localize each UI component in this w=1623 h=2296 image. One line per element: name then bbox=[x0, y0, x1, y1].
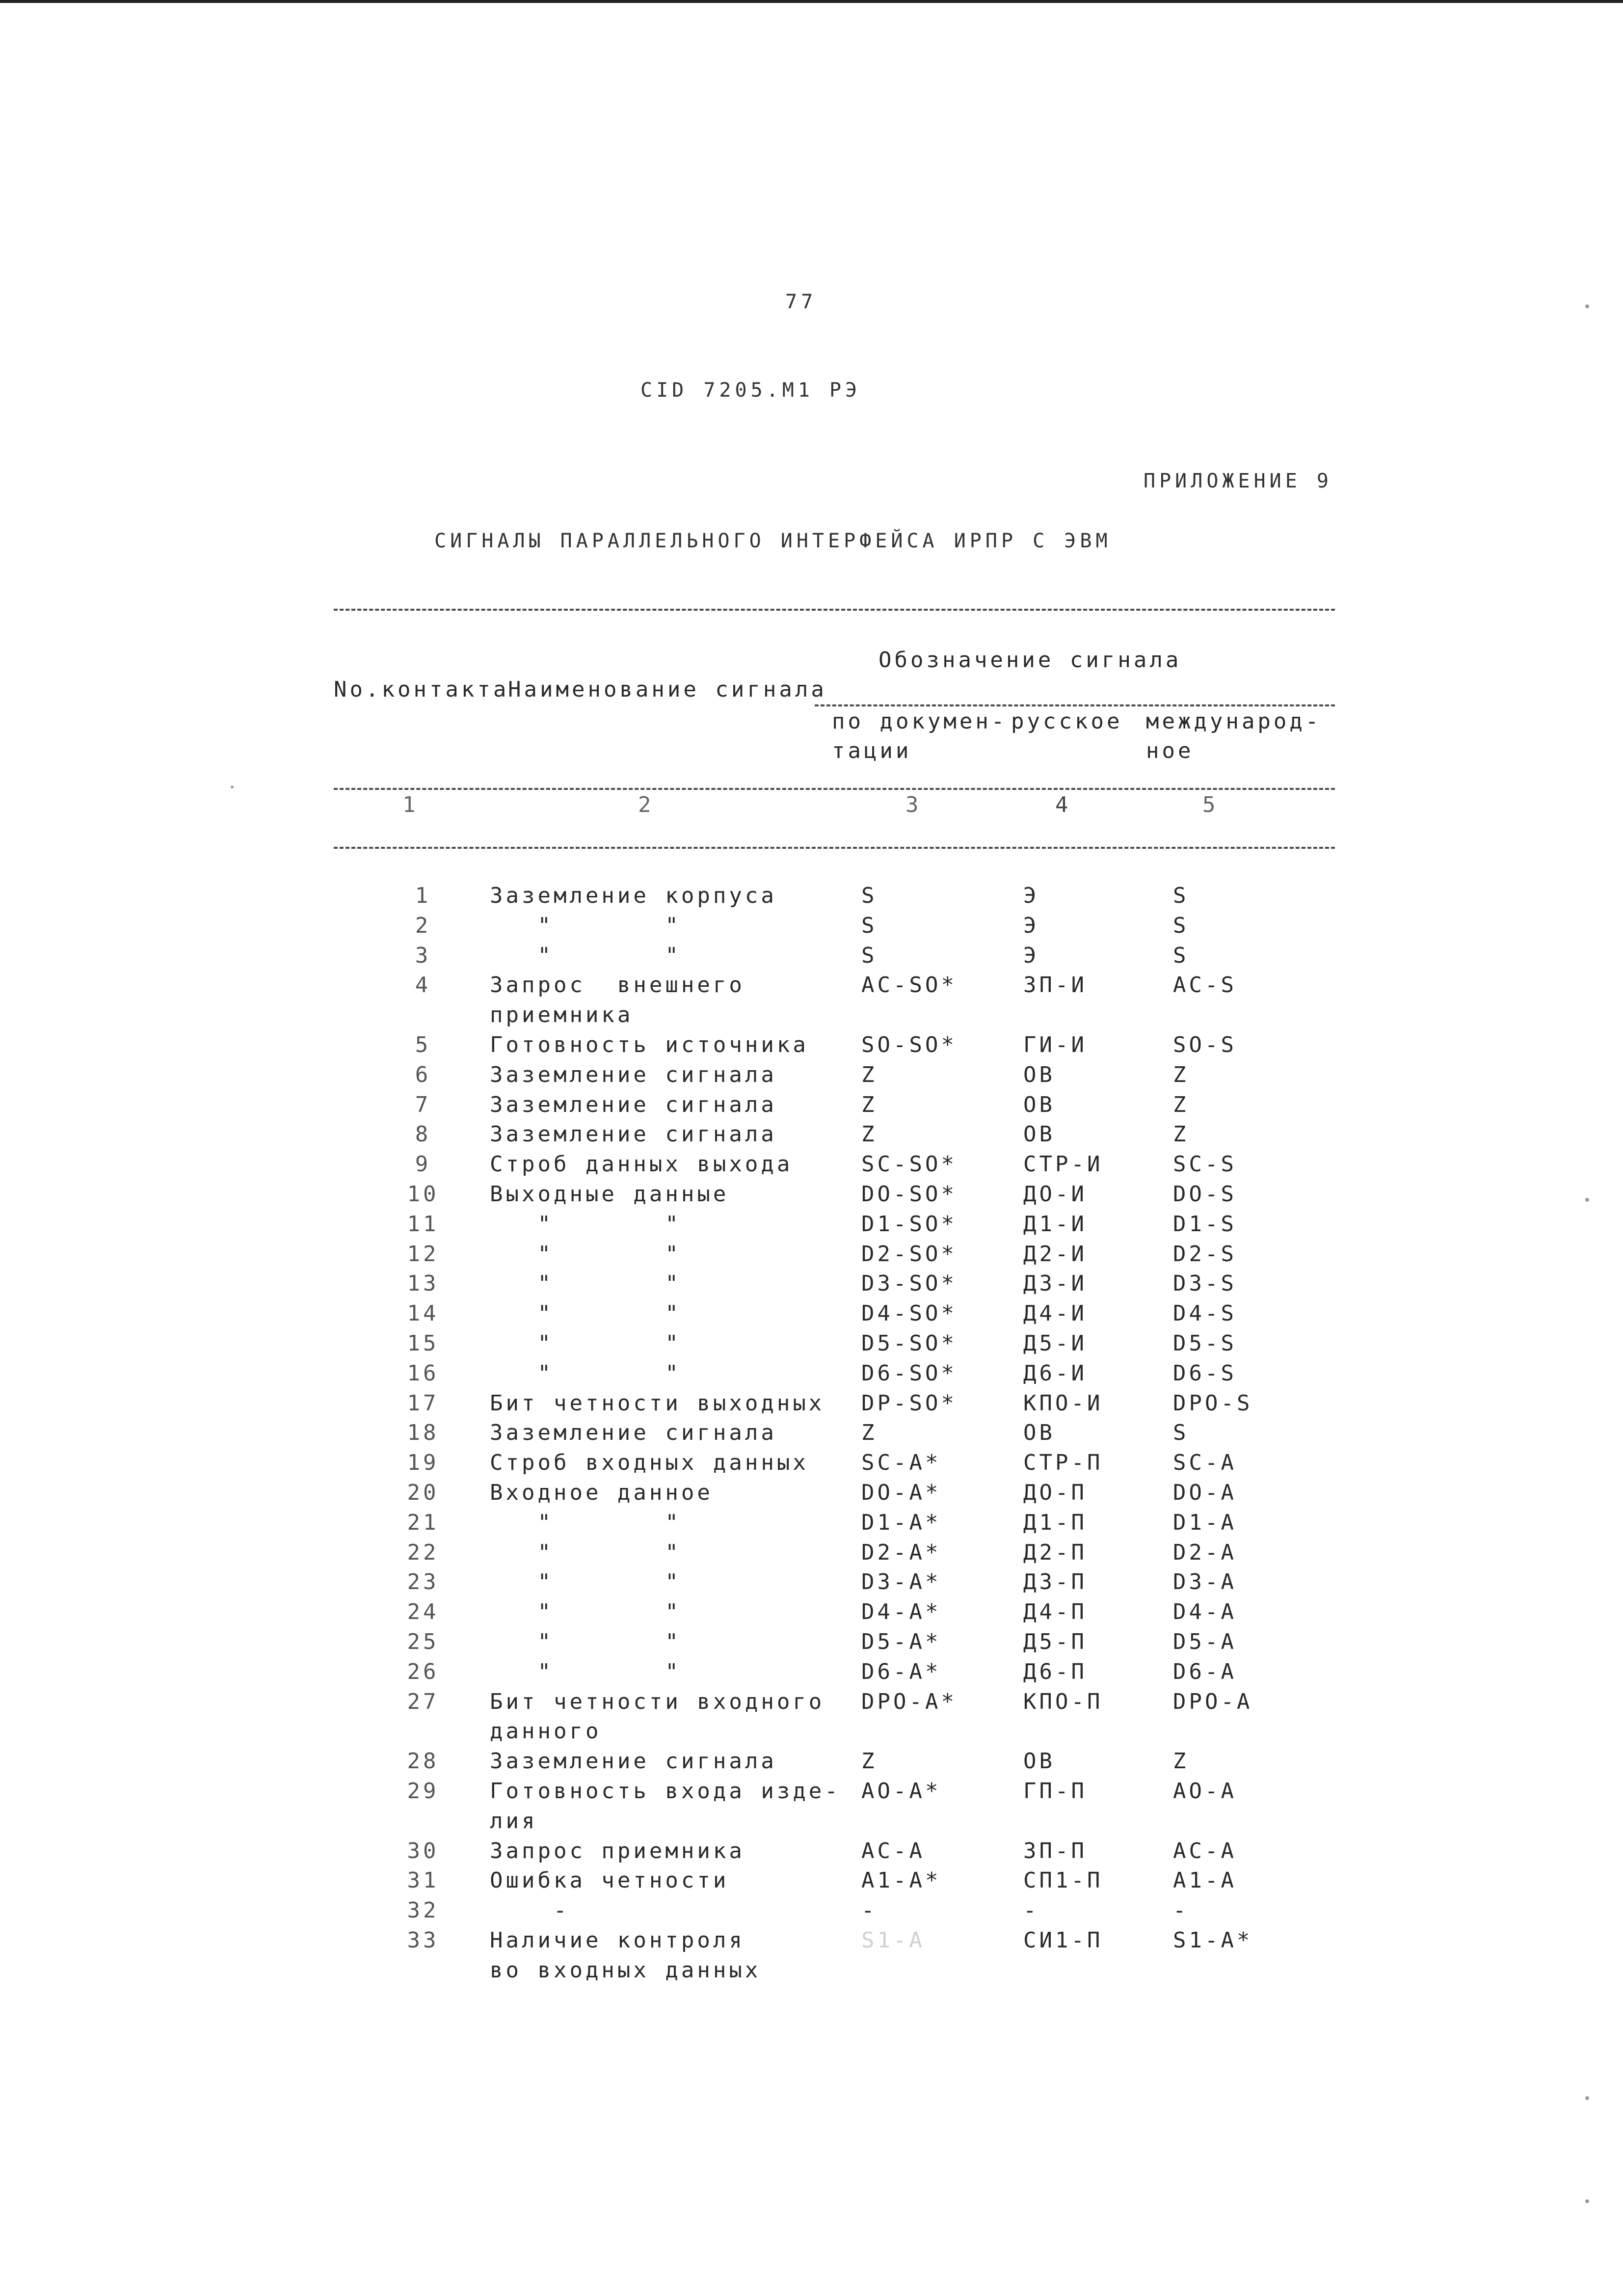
designation-subrule bbox=[815, 704, 1335, 706]
column-numbers-rule bbox=[334, 847, 1335, 849]
row-international-designation: D2-S bbox=[1173, 1241, 1237, 1267]
row-international-designation: S1-A* bbox=[1173, 1928, 1253, 1953]
row-international-designation: Z bbox=[1173, 1749, 1189, 1774]
row-contact-number: 3 bbox=[415, 943, 431, 968]
row-signal-name: Строб данных выхода bbox=[490, 1152, 793, 1177]
row-signal-name: Выходные данные bbox=[490, 1182, 729, 1207]
row-contact-number: 24 bbox=[407, 1599, 439, 1625]
row-signal-name: " " bbox=[490, 943, 681, 968]
row-signal-name: Ошибка четности bbox=[490, 1868, 729, 1893]
document-title: СИГНАЛЫ ПАРАЛЛЕЛЬНОГО ИНТЕРФЕЙСА ИРПР С ЭВМ bbox=[434, 530, 1112, 552]
row-signal-name: Наличие контроля bbox=[490, 1928, 745, 1953]
row-international-designation: D4-S bbox=[1173, 1301, 1237, 1326]
row-contact-number: 6 bbox=[415, 1062, 431, 1087]
row-russian-designation: Д4-И bbox=[1023, 1301, 1087, 1326]
row-russian-designation: Э bbox=[1023, 943, 1039, 968]
row-russian-designation: Д4-П bbox=[1023, 1599, 1087, 1625]
row-contact-number: 13 bbox=[407, 1271, 439, 1297]
row-doc-designation: SC-A* bbox=[861, 1450, 941, 1476]
row-international-designation: Z bbox=[1173, 1062, 1189, 1087]
row-international-designation: AC-S bbox=[1173, 972, 1237, 998]
row-international-designation: Z bbox=[1173, 1122, 1189, 1147]
row-russian-designation: Д3-П bbox=[1023, 1569, 1087, 1595]
row-contact-number: 18 bbox=[407, 1420, 439, 1446]
row-contact-number: 17 bbox=[407, 1390, 439, 1416]
row-contact-number: 15 bbox=[407, 1331, 439, 1356]
row-doc-designation: D6-A* bbox=[861, 1659, 941, 1684]
row-doc-designation: DO-SO* bbox=[861, 1182, 957, 1207]
row-doc-designation: Z bbox=[861, 1749, 878, 1774]
row-doc-designation: SO-SO* bbox=[861, 1032, 957, 1057]
row-doc-designation: Z bbox=[861, 1420, 878, 1446]
row-signal-name: Заземление сигнала bbox=[490, 1062, 777, 1087]
signal-name-header: Наименование сигнала bbox=[508, 677, 827, 702]
row-international-designation: S bbox=[1173, 883, 1189, 908]
row-doc-designation: AO-A* bbox=[861, 1779, 941, 1804]
row-russian-designation: Д2-П bbox=[1023, 1540, 1087, 1565]
scan-speck bbox=[231, 785, 234, 788]
row-doc-designation: Z bbox=[861, 1062, 878, 1087]
row-contact-number: 31 bbox=[407, 1868, 439, 1893]
row-signal-name: Готовность источника bbox=[490, 1032, 809, 1057]
row-contact-number: 33 bbox=[407, 1928, 439, 1953]
row-international-designation: SC-A bbox=[1173, 1450, 1237, 1476]
international-header-line2: ное bbox=[1146, 738, 1194, 763]
row-contact-number: 29 bbox=[407, 1779, 439, 1804]
contact-no-header: No.контакта bbox=[334, 677, 509, 702]
row-international-designation: D1-S bbox=[1173, 1211, 1237, 1237]
row-signal-name: лия bbox=[490, 1808, 538, 1834]
row-doc-designation: D1-SO* bbox=[861, 1211, 957, 1237]
row-russian-designation: ДО-П bbox=[1023, 1480, 1087, 1505]
row-international-designation: D6-S bbox=[1173, 1360, 1237, 1386]
row-contact-number: 21 bbox=[407, 1510, 439, 1535]
row-signal-name: во входных данных bbox=[490, 1957, 761, 1983]
row-contact-number: 16 bbox=[407, 1360, 439, 1386]
row-doc-designation: A1-A* bbox=[861, 1868, 941, 1893]
row-russian-designation: Э bbox=[1023, 913, 1039, 938]
row-russian-designation: ОВ bbox=[1023, 1122, 1055, 1147]
column-number-2: 2 bbox=[638, 792, 654, 817]
row-signal-name: " " bbox=[490, 1241, 681, 1267]
row-international-designation: A1-A bbox=[1173, 1868, 1237, 1893]
row-russian-designation: КПО-И bbox=[1023, 1390, 1103, 1416]
row-contact-number: 14 bbox=[407, 1301, 439, 1326]
international-header-line1: международ- bbox=[1146, 709, 1322, 734]
row-contact-number: 19 bbox=[407, 1450, 439, 1476]
row-signal-name: " " bbox=[490, 1211, 681, 1237]
row-signal-name: данного bbox=[490, 1719, 602, 1744]
row-international-designation: D6-A bbox=[1173, 1659, 1237, 1684]
russian-header: русское bbox=[1011, 709, 1123, 734]
row-russian-designation: ОВ bbox=[1023, 1749, 1055, 1774]
row-doc-designation: AC-SO* bbox=[861, 972, 957, 998]
row-signal-name: Заземление сигнала bbox=[490, 1749, 777, 1774]
scan-speck bbox=[1585, 2096, 1589, 2100]
row-russian-designation: Д6-П bbox=[1023, 1659, 1087, 1684]
scan-speck bbox=[1585, 2199, 1589, 2203]
row-russian-designation: СТР-П bbox=[1023, 1450, 1103, 1476]
row-doc-designation: D5-SO* bbox=[861, 1331, 957, 1356]
row-contact-number: 11 bbox=[407, 1211, 439, 1237]
row-doc-designation: Z bbox=[861, 1092, 878, 1117]
row-contact-number: 7 bbox=[415, 1092, 431, 1117]
scan-speck bbox=[1585, 304, 1589, 308]
row-doc-designation: D4-A* bbox=[861, 1599, 941, 1625]
row-russian-designation: ГП-П bbox=[1023, 1779, 1087, 1804]
row-russian-designation: Д6-И bbox=[1023, 1360, 1087, 1386]
row-russian-designation: Д1-И bbox=[1023, 1211, 1087, 1237]
row-signal-name: " " bbox=[490, 1599, 681, 1625]
row-signal-name: Заземление корпуса bbox=[490, 883, 777, 908]
row-signal-name: Заземление сигнала bbox=[490, 1420, 777, 1446]
column-number-5: 5 bbox=[1202, 792, 1219, 817]
table-top-rule bbox=[334, 609, 1335, 611]
row-russian-designation: Д1-П bbox=[1023, 1510, 1087, 1535]
row-russian-designation: КПО-П bbox=[1023, 1689, 1103, 1714]
row-doc-designation: S bbox=[861, 913, 878, 938]
row-signal-name: Входное данное bbox=[490, 1480, 713, 1505]
row-signal-name: " " bbox=[490, 913, 681, 938]
row-international-designation: D3-A bbox=[1173, 1569, 1237, 1595]
row-international-designation: Z bbox=[1173, 1092, 1189, 1117]
row-doc-designation: SC-SO* bbox=[861, 1152, 957, 1177]
row-russian-designation: Д3-И bbox=[1023, 1271, 1087, 1297]
row-doc-designation: S1-A bbox=[861, 1928, 925, 1953]
row-signal-name: " " bbox=[490, 1540, 681, 1565]
row-international-designation: DPO-S bbox=[1173, 1390, 1253, 1416]
row-contact-number: 27 bbox=[407, 1689, 439, 1714]
row-signal-name: " " bbox=[490, 1510, 681, 1535]
row-international-designation: D4-A bbox=[1173, 1599, 1237, 1625]
row-international-designation: D5-A bbox=[1173, 1629, 1237, 1654]
row-contact-number: 30 bbox=[407, 1838, 439, 1864]
row-international-designation: DO-S bbox=[1173, 1182, 1237, 1207]
row-contact-number: 10 bbox=[407, 1182, 439, 1207]
row-doc-designation: Z bbox=[861, 1122, 878, 1147]
row-international-designation: D2-A bbox=[1173, 1540, 1237, 1565]
row-signal-name: " " bbox=[490, 1360, 681, 1386]
row-international-designation: SC-S bbox=[1173, 1152, 1237, 1177]
column-number-1: 1 bbox=[402, 792, 419, 817]
row-signal-name: - bbox=[490, 1898, 570, 1923]
row-contact-number: 28 bbox=[407, 1749, 439, 1774]
row-signal-name: " " bbox=[490, 1569, 681, 1595]
row-contact-number: 12 bbox=[407, 1241, 439, 1267]
by-doc-header-line1: по докумен- bbox=[832, 709, 1008, 734]
row-contact-number: 9 bbox=[415, 1152, 431, 1177]
row-signal-name: Бит четности выходных bbox=[490, 1390, 825, 1416]
page-number: 77 bbox=[785, 291, 817, 313]
row-doc-designation: D5-A* bbox=[861, 1629, 941, 1654]
header-bottom-rule bbox=[334, 788, 1335, 790]
row-contact-number: 23 bbox=[407, 1569, 439, 1595]
row-contact-number: 20 bbox=[407, 1480, 439, 1505]
row-doc-designation: D3-SO* bbox=[861, 1271, 957, 1297]
row-russian-designation: СП1-П bbox=[1023, 1868, 1103, 1893]
row-signal-name: Готовность входа изде- bbox=[490, 1779, 841, 1804]
row-russian-designation: Э bbox=[1023, 883, 1039, 908]
row-international-designation: S bbox=[1173, 1420, 1189, 1446]
by-doc-header-line2: тации bbox=[832, 738, 912, 763]
row-russian-designation: - bbox=[1023, 1898, 1039, 1923]
row-doc-designation: D1-A* bbox=[861, 1510, 941, 1535]
row-international-designation: DPO-A bbox=[1173, 1689, 1253, 1714]
row-signal-name: " " bbox=[490, 1659, 681, 1684]
row-signal-name: Заземление сигнала bbox=[490, 1092, 777, 1117]
row-doc-designation: DP-SO* bbox=[861, 1390, 957, 1416]
row-international-designation: D1-A bbox=[1173, 1510, 1237, 1535]
row-signal-name: Бит четности входного bbox=[490, 1689, 825, 1714]
row-doc-designation: D3-A* bbox=[861, 1569, 941, 1595]
row-russian-designation: ГИ-И bbox=[1023, 1032, 1087, 1057]
row-russian-designation: СИ1-П bbox=[1023, 1928, 1103, 1953]
scan-top-edge bbox=[0, 0, 1623, 3]
row-international-designation: D3-S bbox=[1173, 1271, 1237, 1297]
row-signal-name: " " bbox=[490, 1301, 681, 1326]
column-number-3: 3 bbox=[905, 792, 922, 817]
column-number-4: 4 bbox=[1055, 792, 1071, 817]
row-contact-number: 22 bbox=[407, 1540, 439, 1565]
appendix-label: ПРИЛОЖЕНИЕ 9 bbox=[1144, 470, 1332, 492]
row-doc-designation: AC-A bbox=[861, 1838, 925, 1864]
row-international-designation: AO-A bbox=[1173, 1779, 1237, 1804]
row-russian-designation: ДО-И bbox=[1023, 1182, 1087, 1207]
row-russian-designation: Д5-П bbox=[1023, 1629, 1087, 1654]
row-russian-designation: Д2-И bbox=[1023, 1241, 1087, 1267]
row-international-designation: SO-S bbox=[1173, 1032, 1237, 1057]
row-russian-designation: ОВ bbox=[1023, 1420, 1055, 1446]
row-signal-name: Запрос внешнего bbox=[490, 972, 745, 998]
row-international-designation: DO-A bbox=[1173, 1480, 1237, 1505]
row-contact-number: 4 bbox=[415, 972, 431, 998]
row-russian-designation: ЗП-И bbox=[1023, 972, 1087, 998]
row-international-designation: - bbox=[1173, 1898, 1189, 1923]
row-contact-number: 26 bbox=[407, 1659, 439, 1684]
row-international-designation: S bbox=[1173, 943, 1189, 968]
row-signal-name: " " bbox=[490, 1629, 681, 1654]
row-doc-designation: DPO-A* bbox=[861, 1689, 957, 1714]
row-russian-designation: ЗП-П bbox=[1023, 1838, 1087, 1864]
row-doc-designation: D2-SO* bbox=[861, 1241, 957, 1267]
row-doc-designation: D4-SO* bbox=[861, 1301, 957, 1326]
row-international-designation: D5-S bbox=[1173, 1331, 1237, 1356]
row-international-designation: S bbox=[1173, 913, 1189, 938]
row-signal-name: " " bbox=[490, 1331, 681, 1356]
row-contact-number: 32 bbox=[407, 1898, 439, 1923]
row-doc-designation: - bbox=[861, 1898, 878, 1923]
scan-speck bbox=[1585, 1198, 1589, 1202]
document-code: CID 7205.M1 РЭ bbox=[640, 379, 861, 402]
row-russian-designation: СТР-И bbox=[1023, 1152, 1103, 1177]
row-signal-name: Заземление сигнала bbox=[490, 1122, 777, 1147]
row-doc-designation: D6-SO* bbox=[861, 1360, 957, 1386]
row-russian-designation: Д5-И bbox=[1023, 1331, 1087, 1356]
row-contact-number: 2 bbox=[415, 913, 431, 938]
row-contact-number: 25 bbox=[407, 1629, 439, 1654]
row-contact-number: 1 bbox=[415, 883, 431, 908]
row-contact-number: 8 bbox=[415, 1122, 431, 1147]
row-contact-number: 5 bbox=[415, 1032, 431, 1057]
row-doc-designation: D2-A* bbox=[861, 1540, 941, 1565]
row-russian-designation: ОВ bbox=[1023, 1092, 1055, 1117]
row-international-designation: AC-A bbox=[1173, 1838, 1237, 1864]
row-signal-name: приемника bbox=[490, 1002, 634, 1028]
row-doc-designation: S bbox=[861, 943, 878, 968]
designation-header: Обозначение сигнала bbox=[878, 648, 1182, 673]
row-russian-designation: ОВ bbox=[1023, 1062, 1055, 1087]
row-doc-designation: DO-A* bbox=[861, 1480, 941, 1505]
row-signal-name: " " bbox=[490, 1271, 681, 1297]
row-signal-name: Запрос приемника bbox=[490, 1838, 745, 1864]
row-signal-name: Строб входных данных bbox=[490, 1450, 809, 1476]
row-doc-designation: S bbox=[861, 883, 878, 908]
